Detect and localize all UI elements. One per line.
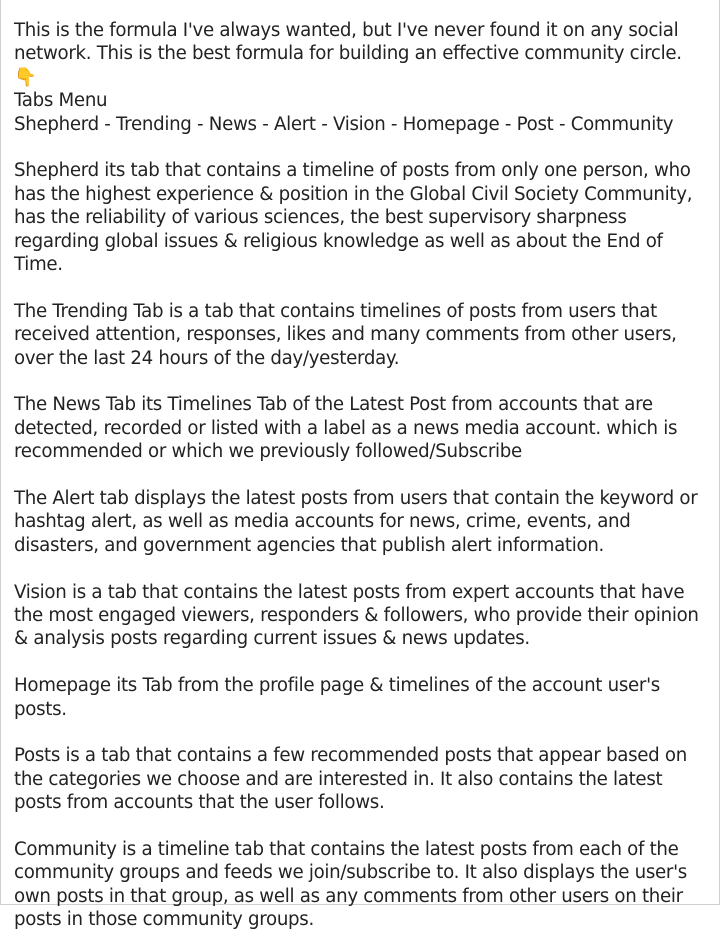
spacer [14, 464, 714, 487]
community-paragraph: Community is a timeline tab that contains the latest posts from each of the community groups and feeds we join/subscribe to. It also displays the user's own posts in that group, as well as any comments from other users on their posts in those community groups. [14, 839, 687, 931]
tabs-list: Shepherd - Trending - News - Alert - Vision - Homepage - Post - Community [14, 113, 674, 135]
spacer [14, 815, 714, 838]
homepage-paragraph: Homepage its Tab from the profile page & timelines of the account user's posts. [14, 675, 660, 720]
spacer [14, 136, 714, 159]
spacer [14, 276, 714, 299]
pointing-down-icon: 👇 [14, 66, 37, 88]
intro-paragraph: This is the formula I've always wanted, but I've never found it on any social network. This is the best formula for building an effective community circle. [14, 20, 682, 65]
posts-paragraph: Posts is a tab that contains a few recommended posts that appear based on the categories we choose and are interested in. It also contains the latest posts from accounts that the user follows. [14, 745, 687, 814]
spacer [14, 721, 714, 744]
news-paragraph: The News Tab its Timelines Tab of the Latest Post from accounts that are detected, recorded or listed with a label as a news media account. which is recommended or which we previously followed/Subscribe [14, 394, 678, 463]
alert-paragraph: The Alert tab displays the latest posts from users that contain the keyword or hashtag alert, as well as media accounts for news, crime, events, and disasters, and government agencies that publish alert information. [14, 488, 698, 556]
trending-paragraph: The Trending Tab is a tab that contains timelines of posts from users that received attention, responses, likes and many comments from other users, over the last 24 hours of the day/yesterday. [14, 300, 677, 369]
shepherd-paragraph: Shepherd its tab that contains a timeline of posts from only one person, who has the highest experience & position in the Global Civil Society Community, has the reliability of various sciences, the best supervisory sharpness regarding global issues & religious knowledge as well as about the End of Time. [14, 160, 693, 276]
spacer [14, 651, 714, 674]
tabs-heading: Tabs Menu [14, 90, 108, 112]
spacer [14, 557, 714, 580]
vision-paragraph: Vision is a tab that contains the latest posts from expert accounts that have the most engaged viewers, responders & followers, who provide their opinion & analysis posts regarding current issues & news updates. [14, 581, 699, 650]
post-body [14, 19, 714, 932]
spacer [14, 370, 714, 393]
